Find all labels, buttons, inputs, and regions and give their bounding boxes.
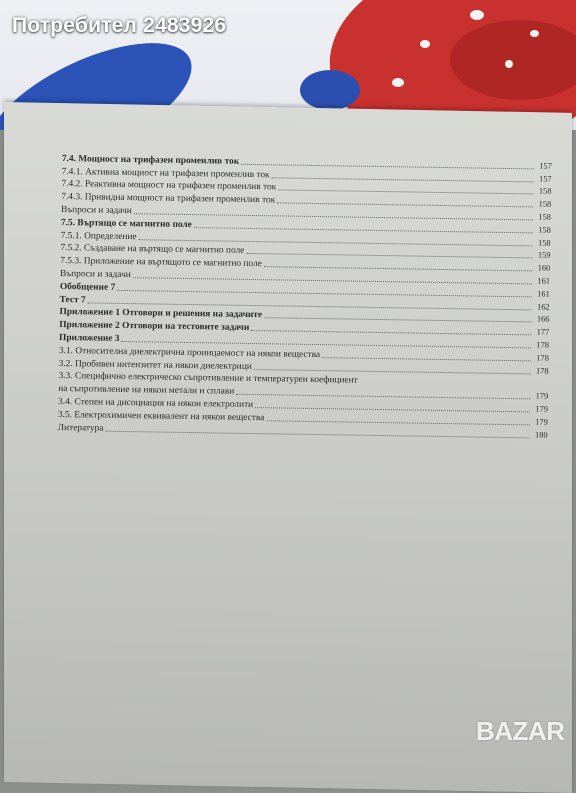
toc-entry-title: 7.5.2. Създаване на въртящо се магнитно поле: [60, 243, 245, 257]
toc-entry-page: 162: [536, 302, 550, 312]
toc-entry-page: 158: [538, 225, 551, 235]
bazar-logo: BAZAR: [476, 716, 565, 746]
white-speck: [392, 78, 404, 87]
toc-entry-title: 7.5.3. Приложение на въртящото се магнитно поле: [60, 256, 262, 270]
toc-entry-title: Приложение 3: [59, 332, 120, 344]
white-speck: [530, 30, 539, 37]
white-speck: [470, 10, 484, 20]
toc-entry-page: 177: [536, 327, 550, 337]
toc-entry-title: 7.4.2. Реактивна мощност на трифазен променлив ток: [61, 179, 277, 193]
white-speck: [505, 60, 513, 68]
toc-entry-page: 178: [535, 366, 549, 376]
toc-entry-page: 178: [536, 340, 550, 350]
toc-entry-page: 178: [536, 353, 549, 363]
toc-entry-title: 3.3. Специфично електрическо съпротивление и температурен коефициент: [58, 371, 358, 387]
toc-entry-title: Въпроси и задачи: [60, 268, 131, 281]
toc-entry-title: 7.4. Мощност на трифазен променлив ток: [61, 153, 240, 167]
toc-entry-title: Приложение 2 Отговори на тестовите задачи: [59, 320, 250, 334]
toc-entry-title: Въпроси и задачи: [61, 204, 132, 217]
toc-entry-page: 179: [535, 404, 549, 414]
toc-entry-title: 7.5.1. Определение: [60, 230, 137, 242]
toc-entry-page: 180: [534, 429, 548, 440]
toc-entry-page: 157: [539, 161, 552, 171]
toc-entry-page: 179: [535, 417, 548, 427]
toc-entry-page: 160: [537, 263, 551, 273]
toc-entry-page: 159: [537, 250, 551, 261]
toc-entry-page: 157: [539, 174, 552, 184]
toc-entry-page: 158: [538, 212, 552, 222]
white-speck: [420, 40, 430, 48]
blue-fabric-shape: [300, 70, 360, 110]
toc-entry-title: Обобщение 7: [59, 281, 116, 293]
toc-entry-page: 158: [538, 238, 551, 248]
user-watermark: Потребител 2483926: [12, 14, 227, 37]
toc-entry-title: Приложение 1 Отговори и решения на задачите: [59, 307, 263, 321]
toc-entry-title: 3.2. Пробивен интензитет на някои диелектрици: [58, 358, 252, 372]
toc-entry-page: 179: [535, 391, 549, 401]
toc-entry-page: 161: [537, 289, 550, 299]
table-of-contents: [58, 152, 552, 441]
toc-entry-title: 7.4.3. Привидна мощност на трифазен променлив ток: [61, 192, 276, 206]
toc-entry-title: на съпротивление на някои метали и сплави: [58, 384, 235, 397]
toc-entry-title: 3.5. Електрохимичен еквивалент на някои вещества: [57, 409, 265, 423]
toc-entry-page: 166: [536, 314, 550, 325]
toc-entry-title: 3.4. Степен на дисоциация на някои електролити: [57, 396, 254, 410]
toc-entry-title: 7.4.1. Активна мощност на трифазен променлив ток: [61, 166, 270, 180]
toc-entry-title: 7.5. Въртящо се магнитно поле: [60, 217, 192, 230]
toc-entry-title: 3.1. Относителна диелектрична проницаемост на някои вещества: [58, 345, 321, 360]
toc-entry-page: 158: [538, 186, 552, 197]
toc-entry-page: 158: [538, 199, 552, 209]
toc-entry-page: 161: [537, 276, 551, 286]
toc-entry-title: Литература: [57, 422, 104, 434]
toc-entry-title: Тест 7: [59, 294, 86, 305]
